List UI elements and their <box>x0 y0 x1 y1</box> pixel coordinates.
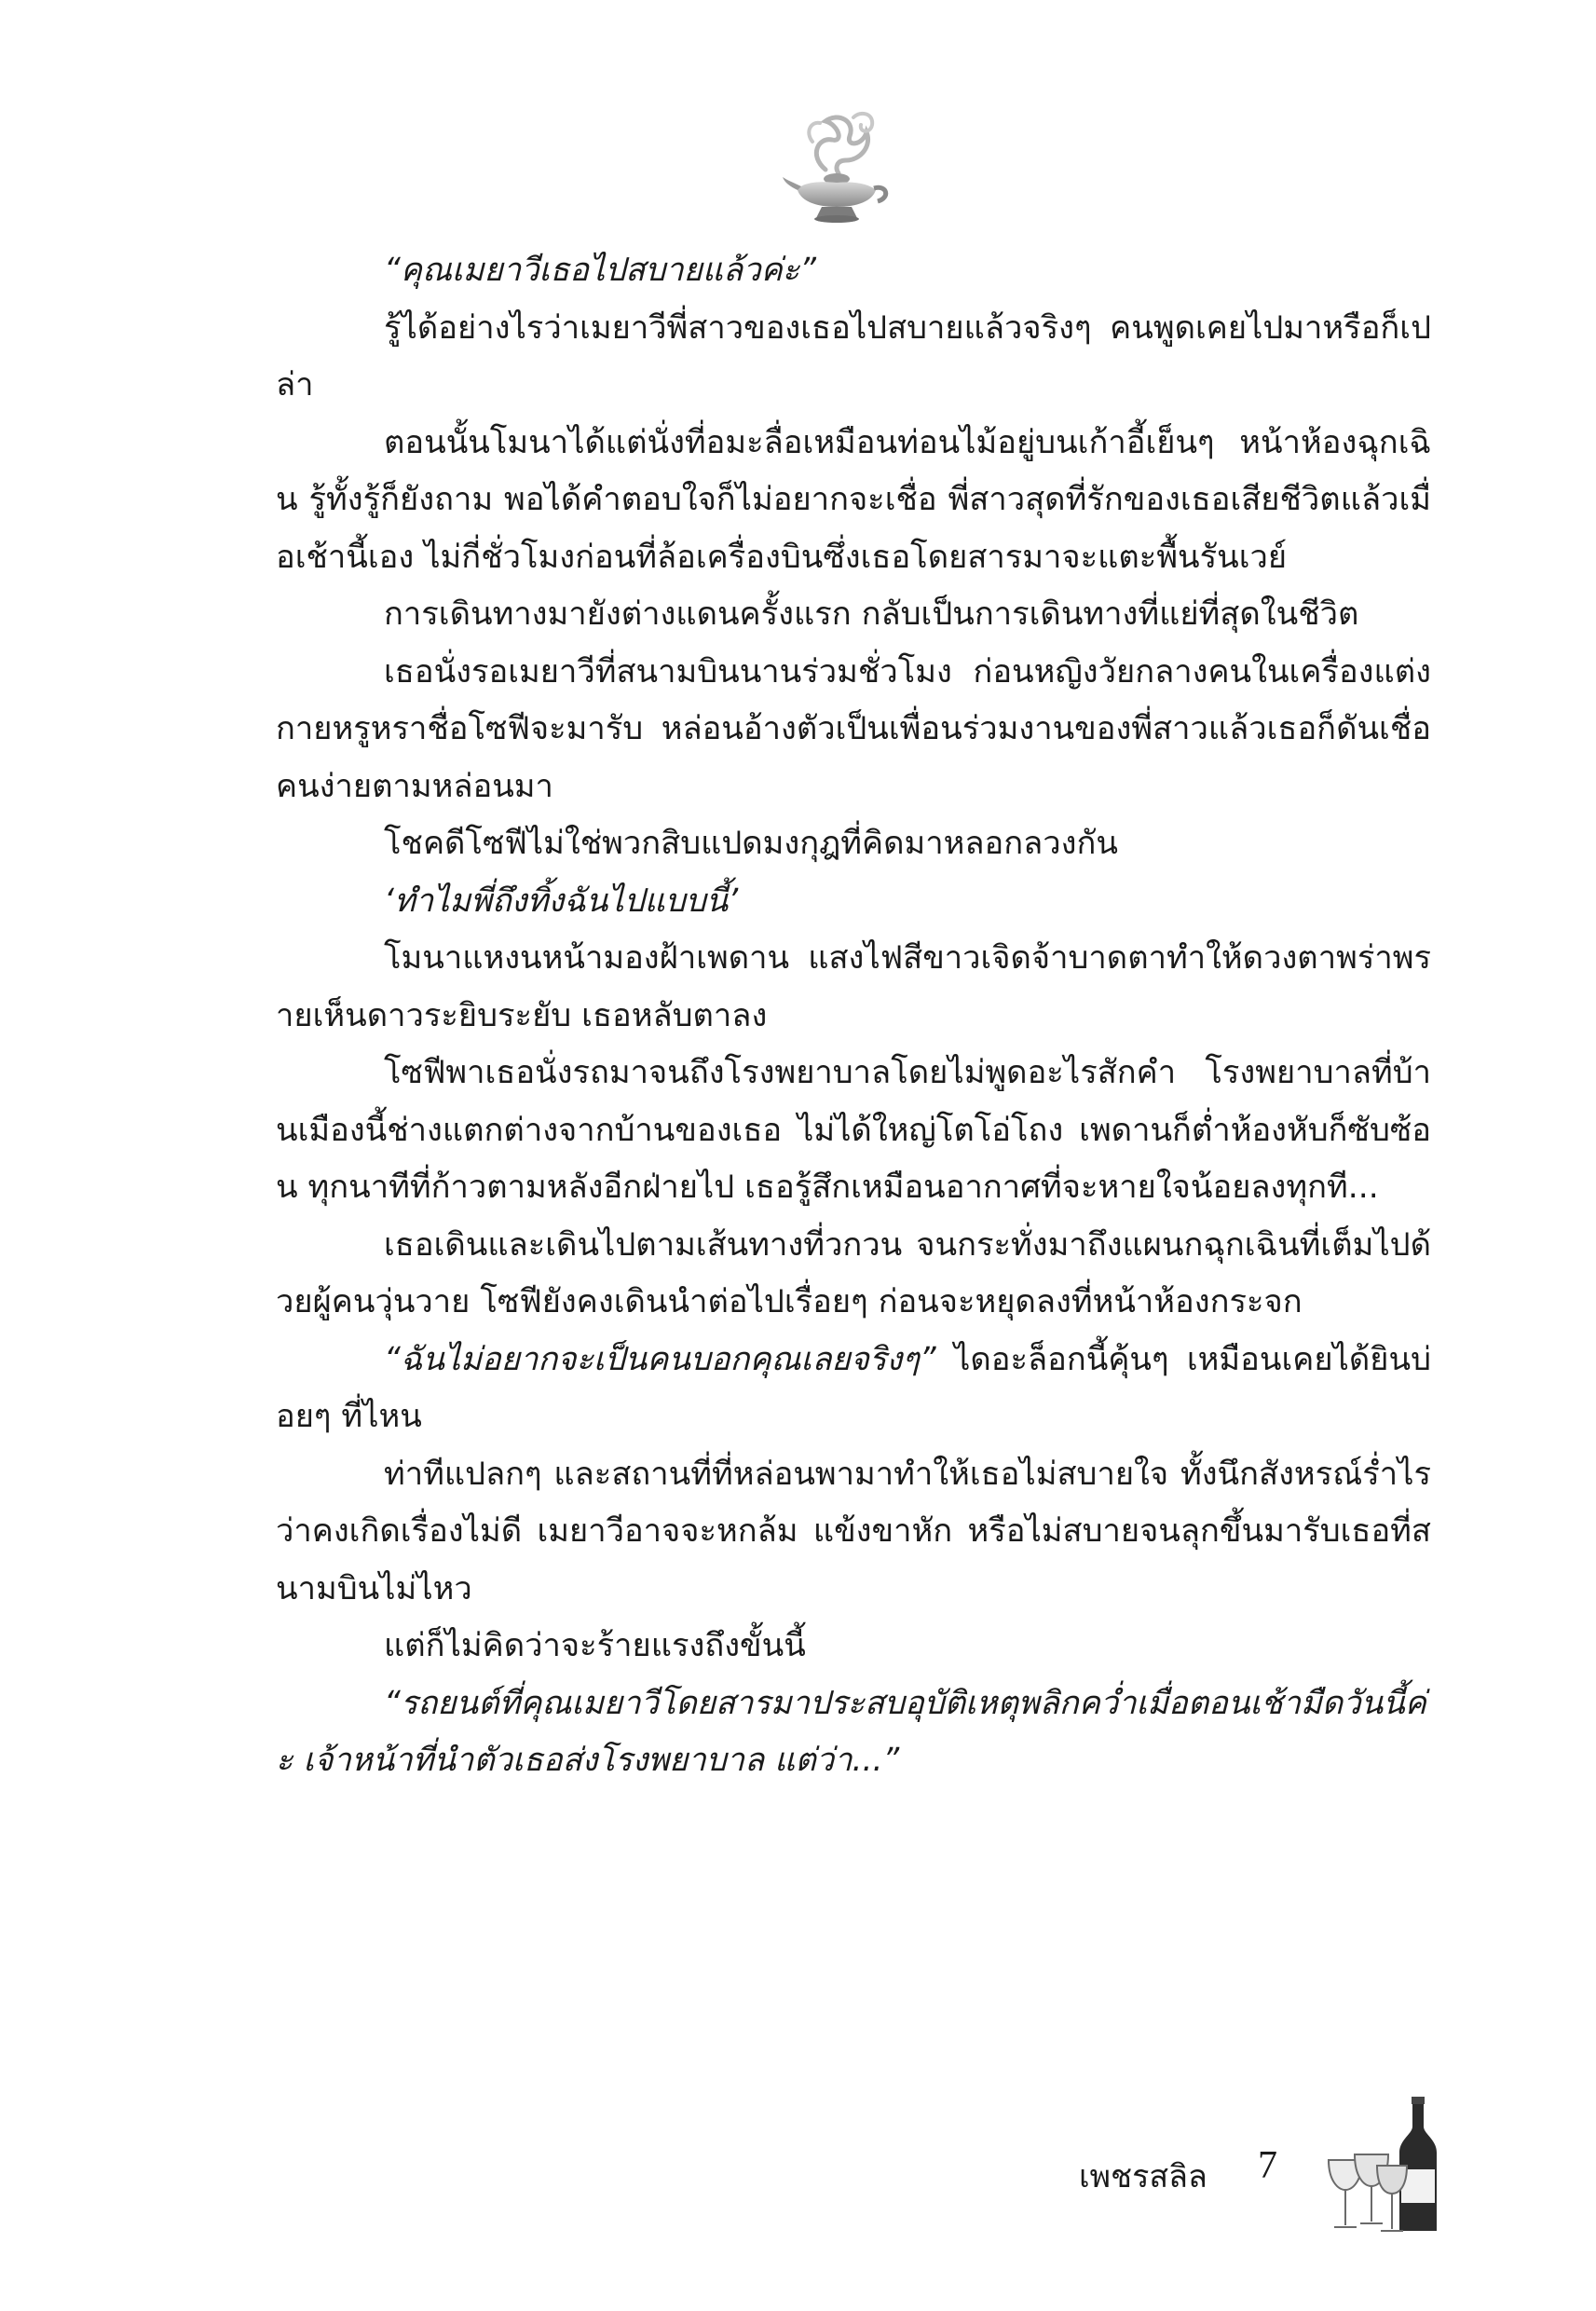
page-footer <box>1071 2115 1463 2227</box>
paragraph: โชคดีโซฟีไม่ใช่พวกสิบแปดมงกุฎที่คิดมาหลอกลวงกัน <box>384 825 1118 862</box>
paragraph: การเดินทางมายังต่างแดนครั้งแรก กลับเป็นการเดินทางที่แย่ที่สุดในชีวิต <box>384 595 1359 633</box>
paragraph: โซฟีพาเธอนั่งรถมาจนถึงโรงพยาบาลโดยไม่พูดอะไรสักคำ โรงพยาบาลที่บ้านเมืองนี้ช่างแตกต่างจากบ้านของเธอ ไม่ได้ใหญ่โตโอ่โถง เพดานก็ต่ำห้องหับก็ซับซ้อน ทุกนาทีที่ก้าวตามหลังอีกฝ่ายไป เธอรู้สึกเหมือนอากาศที่จะหายใจน้อยลงทุกที... <box>276 1054 1431 1206</box>
book-title: เพชรสลิล <box>1079 2158 1207 2195</box>
body-text <box>276 242 1431 1790</box>
genie-lamp-icon <box>781 104 894 226</box>
paragraph: โมนาแหงนหน้ามองฝ้าเพดาน แสงไฟสีขาวเจิดจ้าบาดตาทำให้ดวงตาพร่าพรายเห็นดาวระยิบระยับ เธอหลับตาลง <box>276 939 1431 1034</box>
paragraph: แต่ก็ไม่คิดว่าจะร้ายแรงถึงขั้นนี้ <box>384 1627 806 1664</box>
paragraph: ‘ทำไมพี่ถึงทิ้งฉันไปแบบนี้’ <box>384 882 739 920</box>
dialogue-text: “ฉันไม่อยากจะเป็นคนบอกคุณเลยจริงๆ” <box>384 1340 936 1378</box>
paragraph: เธอนั่งรอเมยาวีที่สนามบินนานร่วมชั่วโมง ก่อนหญิงวัยกลางคนในเครื่องแต่งกายหรูหราชื่อโซฟีจะมารับ หล่อนอ้างตัวเป็นเพื่อนร่วมงานของพี่สาวแล้วเธอก็ดันเชื่อคนง่ายตามหล่อนมา <box>276 652 1431 805</box>
paragraph: รู้ได้อย่างไรว่าเมยาวีพี่สาวของเธอไปสบายแล้วจริงๆ คนพูดเคยไปมาหรือก็เปล่า <box>276 308 1431 403</box>
paragraph: ตอนนั้นโมนาได้แต่นั่งที่อมะลื่อเหมือนท่อนไม้อยู่บนเก้าอี้เย็นๆ หน้าห้องฉุกเฉิน รู้ทั้งรู้ก็ยังถาม พอได้คำตอบใจก็ไม่อยากจะเชื่อ พี่สาวสุดที่รักของเธอเสียชีวิตแล้วเมื่อเช้านี้เอง ไม่กี่ชั่วโมงก่อนที่ล้อเครื่องบินซึ่งเธอโดยสารมาจะแตะพื้นรันเวย์ <box>276 423 1431 576</box>
paragraph <box>276 1332 1431 1446</box>
wine-bottle-glasses-icon <box>1321 2095 1452 2235</box>
paragraph: ท่าทีแปลกๆ และสถานที่ที่หล่อนพามาทำให้เธอไม่สบายใจ ทั้งนึกสังหรณ์ร่ำไรว่าคงเกิดเรื่องไม่ดี เมยาวีอาจจะหกล้ม แข้งขาหัก หรือไม่สบายจนลุกขึ้นมารับเธอที่สนามบินไม่ไหว <box>276 1455 1431 1607</box>
paragraph: เธอเดินและเดินไปตามเส้นทางที่วกวน จนกระทั่งมาถึงแผนกฉุกเฉินที่เต็มไปด้วยผู้คนวุ่นวาย โซฟียังคงเดินนำต่อไปเรื่อยๆ ก่อนจะหยุดลงที่หน้าห้องกระจก <box>276 1225 1431 1320</box>
paragraph: “คุณเมยาวีเธอไปสบายแล้วค่ะ” <box>384 252 817 289</box>
narration-text: ไดอะล็อกนี้คุ้นๆ เหมือนเคยได้ยินบ่อยๆ ที่ไหน <box>276 1340 1431 1435</box>
paragraph: “รถยนต์ที่คุณเมยาวีโดยสารมาประสบอุบัติเหตุพลิกคว่ำเมื่อตอนเช้ามืดวันนี้ค่ะ เจ้าหน้าที่นำตัวเธอส่งโรงพยาบาล แต่ว่า...” <box>276 1684 1426 1779</box>
page-number: 7 <box>1258 2144 1277 2187</box>
